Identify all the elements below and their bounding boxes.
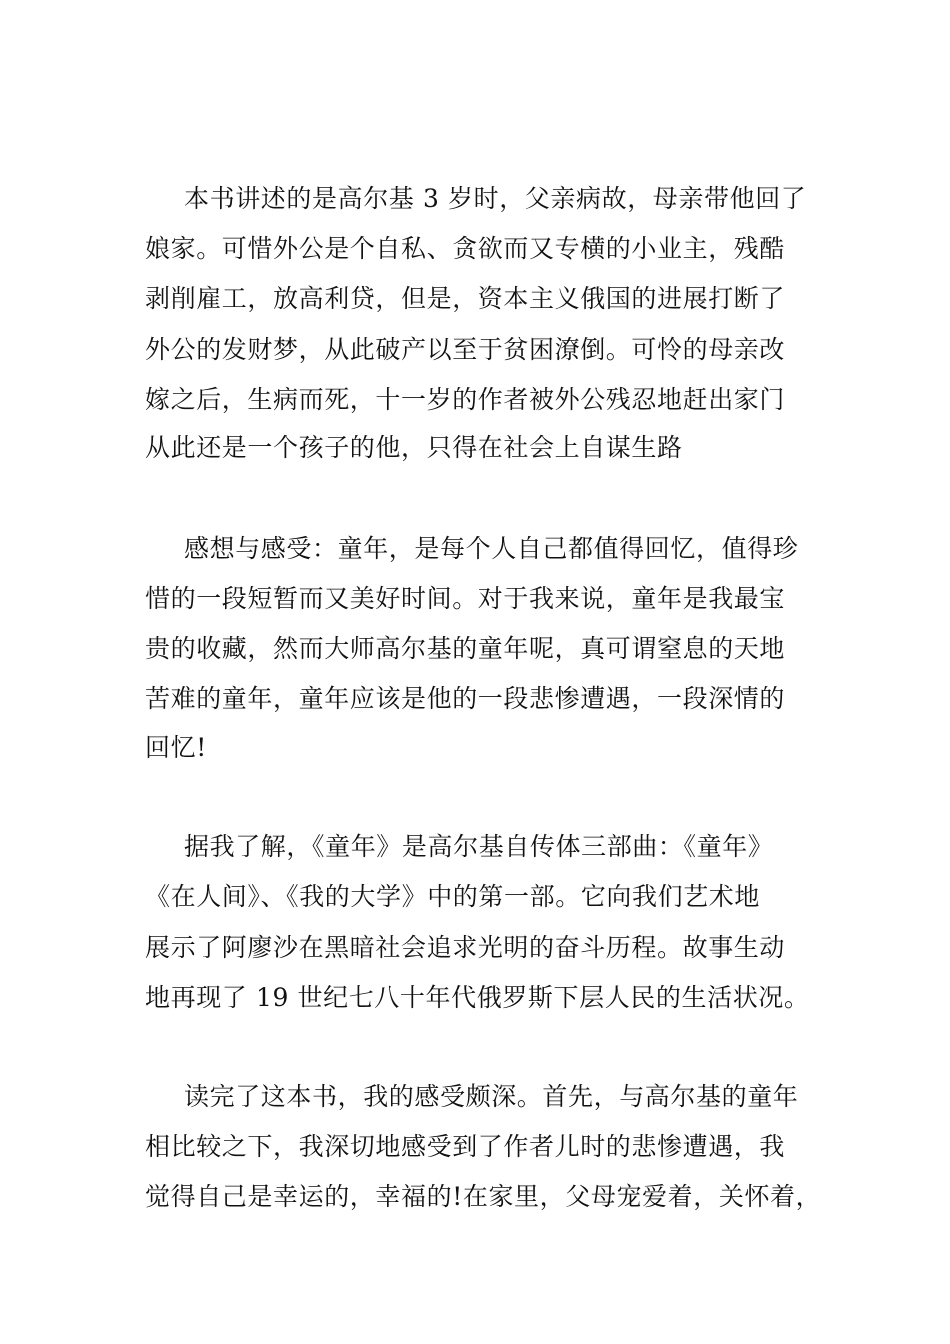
paragraph-line: 从此还是一个孩子的他，只得在社会上自谋生路 [145,433,683,462]
paragraph-line: 贵的收藏，然而大师高尔基的童年呢，真可谓窒息的天地 [145,634,786,663]
paragraph-line: 嫁之后，生病而死，十一岁的作者被外公残忍地赶出家门 [145,385,786,414]
paragraph-line: 惜的一段短暂而又美好时间。对于我来说，童年是我最宝 [145,584,786,613]
paragraph-line: 剥削雇工，放高利贷，但是，资本主义俄国的进展打断了 [145,284,786,313]
paragraph-line: 本书讲述的是高尔基 3 岁时，父亲病故，母亲带他回了 [184,184,807,213]
paragraph-line: 地再现了 19 世纪七八十年代俄罗斯下层人民的生活状况。 [145,983,810,1012]
paragraph-line: 相比较之下，我深切地感受到了作者儿时的悲惨遭遇，我 [145,1132,786,1161]
paragraph-line: 据我了解，《童年》是高尔基自传体三部曲：《童年》 [184,832,774,861]
paragraph-line: 回忆! [145,733,207,762]
paragraph-line: 《在人间》、《我的大学》中的第一部。它向我们艺术地 [145,882,761,911]
paragraph-line: 外公的发财梦，从此破产以至于贫困潦倒。可怜的母亲改 [145,335,786,364]
paragraph-line: 苦难的童年，童年应该是他的一段悲惨遭遇，一段深情的 [145,684,786,713]
paragraph-line: 娘家。可惜外公是个自私、贪欲而又专横的小业主，残酷 [145,234,786,263]
paragraph-line: 觉得自己是幸运的，幸福的!在家里，父母宠爱着，关怀着， [145,1182,822,1211]
paragraph-line: 感想与感受：童年，是每个人自己都值得回忆，值得珍 [184,534,799,563]
paragraph-line: 读完了这本书，我的感受颇深。首先，与高尔基的童年 [184,1082,799,1111]
paragraph-line: 展示了阿廖沙在黑暗社会追求光明的奋斗历程。故事生动 [145,933,786,962]
